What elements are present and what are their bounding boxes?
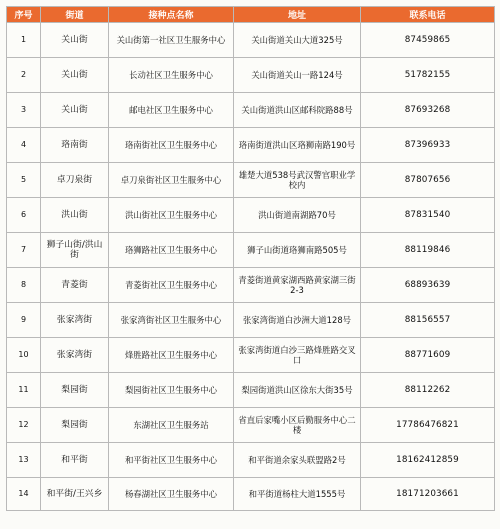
row-number: 11	[7, 373, 41, 408]
row-number: 7	[7, 233, 41, 268]
row-address: 关山街道洪山区邮科院路88号	[234, 93, 361, 128]
row-point-name: 洪山街社区卫生服务中心	[109, 198, 234, 233]
row-address: 狮子山街道珞狮南路505号	[234, 233, 361, 268]
row-number: 8	[7, 268, 41, 303]
row-address: 关山街道关山大道325号	[234, 23, 361, 58]
table-row	[7, 408, 495, 443]
row-number: 6	[7, 198, 41, 233]
row-number: 10	[7, 338, 41, 373]
row-point-name: 和平街社区卫生服务中心	[109, 443, 234, 478]
table-row	[7, 443, 495, 478]
row-address: 珞南街道洪山区珞狮南路190号	[234, 128, 361, 163]
row-point-name: 杨春湖社区卫生服务中心	[109, 478, 234, 511]
row-point-name: 邮电社区卫生服务中心	[109, 93, 234, 128]
row-phone: 88156557	[361, 303, 495, 338]
table-row	[7, 373, 495, 408]
row-address: 青菱街道黄家湖西路黄家湖三街2-3	[234, 268, 361, 303]
header-phone: 联系电话	[361, 7, 495, 23]
row-point-name: 长动社区卫生服务中心	[109, 58, 234, 93]
header-street: 街道	[41, 7, 109, 23]
row-point-name: 东湖社区卫生服务站	[109, 408, 234, 443]
row-address: 张家湾街道白沙洲大道128号	[234, 303, 361, 338]
vaccination-sites-table	[6, 6, 495, 511]
table-row	[7, 233, 495, 268]
row-phone: 18162412859	[361, 443, 495, 478]
row-street: 青菱街	[41, 268, 109, 303]
row-phone: 68893639	[361, 268, 495, 303]
row-street: 珞南街	[41, 128, 109, 163]
header-address: 地址	[234, 7, 361, 23]
header-point: 接种点名称	[109, 7, 234, 23]
row-number: 4	[7, 128, 41, 163]
table-row	[7, 58, 495, 93]
row-phone: 18171203661	[361, 478, 495, 511]
table-header-row	[7, 7, 495, 23]
row-point-name: 珞南街社区卫生服务中心	[109, 128, 234, 163]
header-no: 序号	[7, 7, 41, 23]
row-street: 张家湾街	[41, 338, 109, 373]
row-phone: 87396933	[361, 128, 495, 163]
table-row	[7, 93, 495, 128]
row-phone: 88119846	[361, 233, 495, 268]
row-street: 卓刀泉街	[41, 163, 109, 198]
row-address: 雄楚大道538号武汉警官职业学校内	[234, 163, 361, 198]
row-phone: 88771609	[361, 338, 495, 373]
row-address: 洪山街道南湖路70号	[234, 198, 361, 233]
table-row	[7, 478, 495, 511]
row-street: 和平街	[41, 443, 109, 478]
row-address: 梨园街道洪山区徐东大街35号	[234, 373, 361, 408]
row-street: 和平街/王兴乡	[41, 478, 109, 511]
table-row	[7, 163, 495, 198]
table-row	[7, 198, 495, 233]
row-point-name: 梨园街社区卫生服务中心	[109, 373, 234, 408]
table-body	[7, 23, 495, 511]
row-phone: 87459865	[361, 23, 495, 58]
table-row	[7, 303, 495, 338]
row-number: 5	[7, 163, 41, 198]
row-number: 12	[7, 408, 41, 443]
row-phone: 88112262	[361, 373, 495, 408]
row-phone: 87693268	[361, 93, 495, 128]
row-street: 狮子山街/洪山街	[41, 233, 109, 268]
row-address: 张家湾街道白沙三路烽胜路交叉口	[234, 338, 361, 373]
row-point-name: 关山街第一社区卫生服务中心	[109, 23, 234, 58]
row-address: 和平街道杨柱大道1555号	[234, 478, 361, 511]
row-phone: 87807656	[361, 163, 495, 198]
row-number: 9	[7, 303, 41, 338]
row-address: 关山街道关山一路124号	[234, 58, 361, 93]
row-street: 梨园街	[41, 373, 109, 408]
row-street: 关山街	[41, 58, 109, 93]
row-number: 2	[7, 58, 41, 93]
row-point-name: 烽胜路社区卫生服务中心	[109, 338, 234, 373]
row-street: 张家湾街	[41, 303, 109, 338]
row-number: 3	[7, 93, 41, 128]
row-phone: 17786476821	[361, 408, 495, 443]
row-point-name: 青菱街社区卫生服务中心	[109, 268, 234, 303]
row-address: 和平街道余家头联盟路2号	[234, 443, 361, 478]
row-point-name: 卓刀泉街社区卫生服务中心	[109, 163, 234, 198]
table-row	[7, 128, 495, 163]
row-address: 省直后家嘴小区后勤服务中心二楼	[234, 408, 361, 443]
row-street: 关山街	[41, 23, 109, 58]
row-number: 13	[7, 443, 41, 478]
row-number: 14	[7, 478, 41, 511]
row-street: 洪山街	[41, 198, 109, 233]
row-street: 关山街	[41, 93, 109, 128]
table-row	[7, 268, 495, 303]
row-number: 1	[7, 23, 41, 58]
row-point-name: 珞狮路社区卫生服务中心	[109, 233, 234, 268]
row-phone: 87831540	[361, 198, 495, 233]
row-point-name: 张家湾街社区卫生服务中心	[109, 303, 234, 338]
row-street: 梨园街	[41, 408, 109, 443]
table-row	[7, 23, 495, 58]
table-row	[7, 338, 495, 373]
row-phone: 51782155	[361, 58, 495, 93]
